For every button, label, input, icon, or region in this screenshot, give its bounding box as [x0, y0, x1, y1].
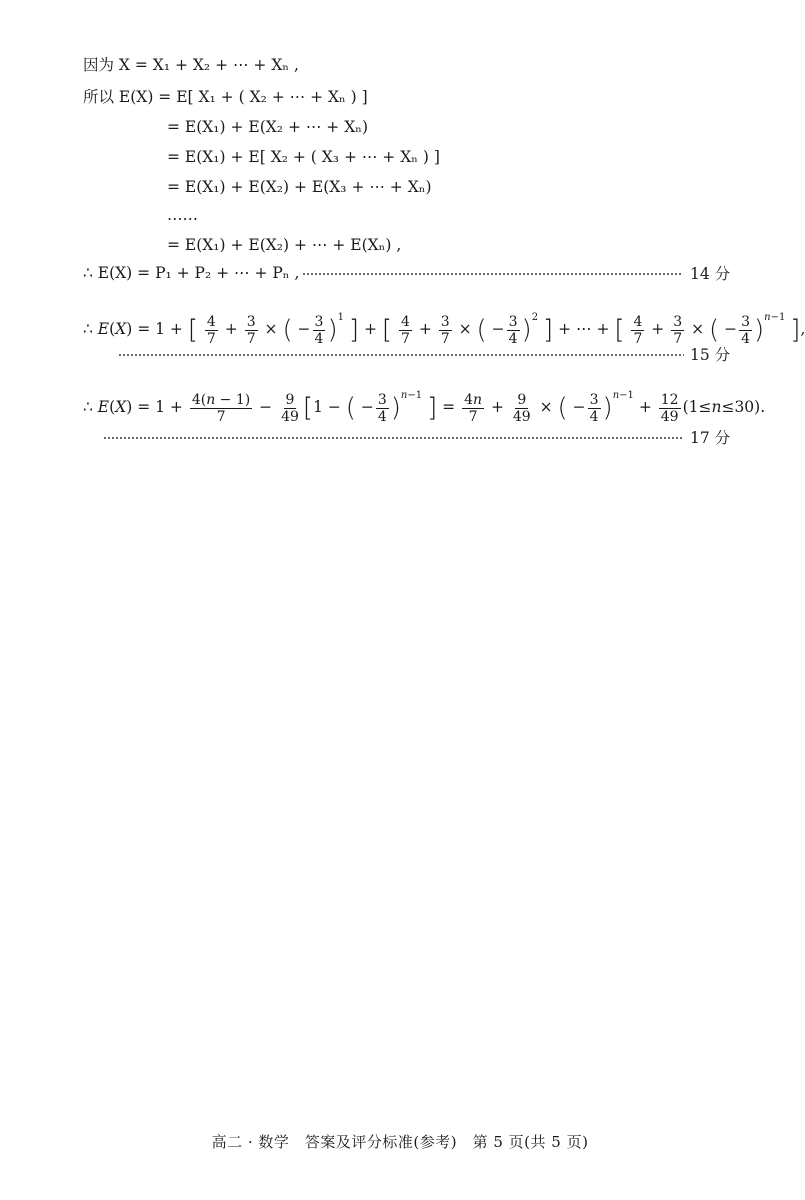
line-8: ∴ E(X) = P₁ + P₂ + ⋯ + Pₙ ,: [83, 264, 300, 282]
dot-leader-1: [302, 273, 682, 275]
score-17: 17 分: [690, 429, 731, 447]
line-6-ellipsis: ……: [167, 206, 198, 224]
dot-leader-3: [103, 437, 684, 439]
page-footer: 高二 · 数学 答案及评分标准(参考) 第 5 页(共 5 页): [211, 1133, 589, 1151]
line-2: 所以 E(X) = E[ X₁ + ( X₂ + ⋯ + Xₙ ) ]: [83, 88, 368, 106]
line-10-result: ∴ E(X) = 1 + $\frac{4(n - 1)}{7}$ − $\frac{9}{49}$ [1 − ( − $\frac{3}{4}$ )$^{n-1}$ ] = $\frac{4n}{7}$ + $\frac{9}{49}$ × ( − $\frac{3}{4}$ )$^{n-1}$ + $\frac{12}{49}$ (1≤n≤30).: [83, 390, 766, 425]
score-15: 15 分: [690, 346, 731, 364]
dot-leader-2: [118, 354, 684, 356]
score-14: 14 分: [690, 265, 731, 283]
line-4: = E(X₁) + E[ X₂ + ( X₃ + ⋯ + Xₙ ) ]: [167, 148, 440, 166]
line-5: = E(X₁) + E(X₂) + E(X₃ + ⋯ + Xₙ): [167, 178, 432, 196]
line-1: 因为 X = X₁ + X₂ + ⋯ + Xₙ ,: [83, 56, 299, 74]
line-7: = E(X₁) + E(X₂) + ⋯ + E(Xₙ) ,: [167, 236, 402, 254]
line-3: = E(X₁) + E(X₂ + ⋯ + Xₙ): [167, 118, 368, 136]
line-9-series: ∴ E(X) = 1 + [ $\frac{4}{7}$ + $\frac{3}{7}$ × ( − $\frac{3}{4}$ )$^1$ ] + [ $\frac{4}{7}$ + $\frac{3}{7}$ × ( − $\frac{3}{4}$ )$^2$ ] + ⋯ + [ $\frac{4}{7}$ + $\frac{3}{7}$ × ( − $\frac{3}{4}$ )$^{n-1}$ ],: [83, 312, 805, 347]
